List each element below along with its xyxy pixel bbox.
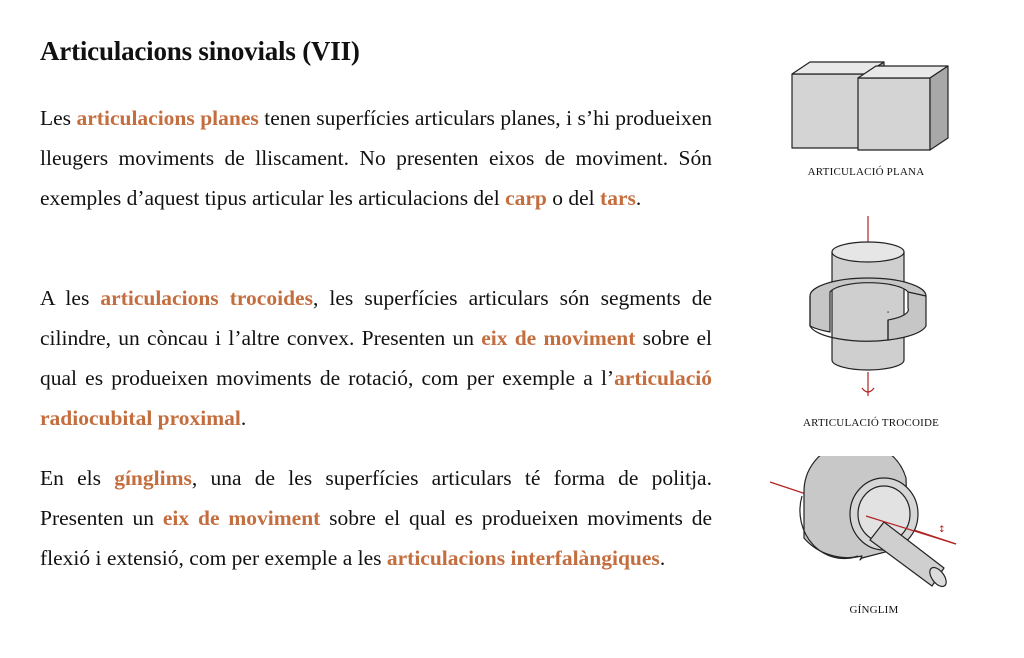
paragraph-text: . [659,546,666,570]
paragraph-text: sobre el qual es produeixen moviments de rotació, com per exemple a l’ [40,326,713,390]
paragraph-text: , les superfícies articulars són segments de cilindre, un còncau i l’altre convex. Presenten un [40,286,713,350]
highlighted-term: tars [600,186,636,210]
paragraph-trochoid-joints [40,278,712,438]
paragraph-hinge-joints [40,458,712,578]
highlighted-term: eix de moviment [162,506,321,530]
paragraph-text: En els [40,466,115,490]
highlighted-term: gínglims [114,466,192,490]
page-title: Articulacions sinovials (VII) [40,36,360,66]
svg-text:↕: ↕ [938,525,946,535]
caption-plane-joint: ARTICULACIÓ PLANA [807,166,925,178]
paragraph-text: . [240,406,247,430]
paragraph-text: , una de les superfícies articulars té forma de politja. Presenten un [40,466,712,530]
highlighted-term: articulacions trocoides [100,286,313,310]
paragraph-text: A les [40,286,101,310]
highlighted-term: articulacions interfalàngiques [386,546,660,570]
highlighted-term: articulació radiocubital proximal [40,366,712,430]
highlighted-term: eix de moviment [481,326,636,350]
hinge-joint-illustration [766,456,966,596]
highlighted-term: articulacions planes [76,106,259,130]
paragraph-text: tenen superfícies articulars planes, i s’hi produeixen lleugers moviments de lliscament. No presenten eixos de moviment. Són exemples d’aquest tipus articular les articulacions del [40,106,712,210]
caption-trochoid-joint: ARTICULACIÓ TROCOIDE [802,417,940,429]
trochoid-joint-illustration [790,212,950,402]
paragraph-plane-joints [40,98,712,218]
paragraph-text: sobre el qual es produeixen moviments de flexió i extensió, com per exemple a les [40,506,713,570]
paragraph-text: . [635,186,642,210]
highlighted-term: carp [505,186,547,210]
paragraph-text: Les [40,106,77,130]
paragraph-text: o del [546,186,601,210]
caption-hinge-joint: GÍNGLIM [849,604,899,616]
plane-joint-illustration [780,56,970,166]
